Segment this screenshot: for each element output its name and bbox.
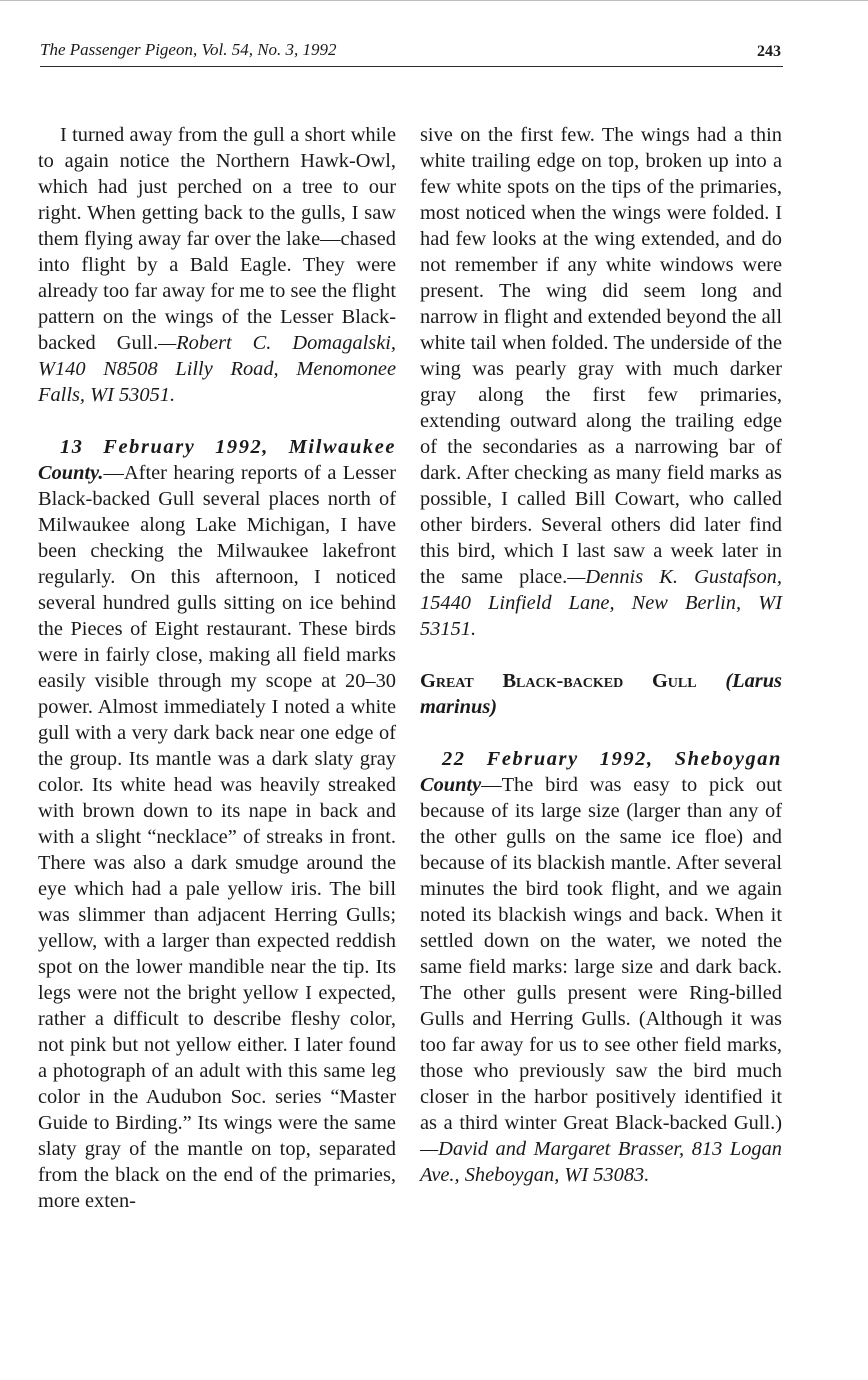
paragraph-gap (38, 408, 396, 434)
milwaukee-date-heading: 13 February 1992, Milwaukee (60, 436, 396, 458)
page-number: 243 (757, 43, 781, 60)
brasser-signature: —David and Margaret Brasser, 813 Logan Ave., Sheboygan, WI 53083. (420, 1138, 782, 1186)
gustafson-account (38, 434, 396, 1214)
species-common-name: Great Black-backed Gull (420, 670, 697, 692)
gustafson-account-continued (420, 122, 782, 642)
domagalski-account-text: I turned away from the gull a short while to again notice the Northern Hawk-Owl, which had just perched on a tree to our right. When getting back to the gulls, I saw them flying away far over the lake—chased into flight by a Bald Eagle. They were already too far away for me to see the flight pattern on the wings of the Lesser Black-backed Gull. (38, 124, 396, 354)
gustafson-account-text-end: sive on the first few. The wings had a thin white trailing edge on top, broken up into a few white spots on the tips of the primaries, most noticed when the wings were folded. I had few looks at the wing extended, and do not remember if any white windows were present. The wing did seem long and narrow in flight and extended beyond the all white tail when folded. The underside of the wing was pearly gray with much darker gray along the first few primaries, extending outward along the trailing edge of the secondaries as a narrowing bar of dark. After checking as many field marks as possible, I called Bill Cowart, who called other birders. Several others did later find this bird, which I last saw a week later in the same place. (420, 124, 782, 588)
running-header (40, 38, 783, 67)
sheboygan-county-label: County (420, 774, 482, 796)
sheboygan-date-heading: 22 February 1992, Sheboygan (442, 748, 782, 770)
right-column (420, 122, 782, 1188)
brasser-account (420, 746, 782, 1188)
gustafson-signature: —Dennis K. Gustafson, 15440 Linfield Lane, New Berlin, WI 53151. (420, 566, 782, 640)
domagalski-account (38, 122, 396, 408)
species-scientific-name: (Larus marinus) (420, 670, 782, 718)
domagalski-signature: —Robert C. Domagalski, W140 N8508 Lilly Road, Menomonee Falls, WI 53051. (38, 332, 397, 406)
brasser-account-text: —The bird was easy to pick out because of its large size (larger than any of the other gulls on the same ice floe) and because of its blackish mantle. After several minutes the bird took flight, and we again noted its blackish wings and back. When it settled down on the water, we noted the same field marks: large size and dark back. The other gulls present were Ring-billed Gulls and Herring Gulls. (Although it was too far away for us to see other field marks, those who previously saw the bird much closer in the harbor positively identified it as a third winter Great Black-backed Gull.) (420, 774, 782, 1134)
species-heading (420, 668, 782, 720)
gustafson-account-text-start: —After hearing reports of a Lesser Black-backed Gull several places north of Milwaukee along Lake Michigan, I have been checking the Milwaukee lakefront regularly. On this afternoon, I noticed several hundred gulls sitting on ice behind the Pieces of Eight restaurant. These birds were in fairly close, making all field marks easily visible through my scope at 20–30 power. Almost immediately I noted a white gull with a very dark back near one edge of the group. Its mantle was a dark slaty gray color. Its white head was heavily streaked with brown down to its nape in back and with a slight “necklace” of streaks in front. There was also a dark smudge around the eye which had a pale yellow iris. The bill was slimmer than adjacent Herring Gulls; yellow, with a larger than expected reddish spot on the lower mandible near the tip. Its legs were not the bright yellow I expected, rather a difficult to describe fleshy color, not pink but not yellow either. I later found a photograph of an adult with this same leg color in the Audubon Soc. series “Master Guide to Birding.” Its wings were the same slaty gray of the mantle on top, separated from the black on the end of the primaries, more exten- (38, 462, 396, 1212)
top-edge-rule (0, 0, 868, 1)
milwaukee-county-label: County. (38, 462, 104, 484)
paragraph-gap (420, 642, 782, 668)
left-column (38, 122, 396, 1214)
paragraph-gap (420, 720, 782, 746)
journal-title: The Passenger Pigeon, Vol. 54, No. 3, 1992 (40, 40, 337, 59)
